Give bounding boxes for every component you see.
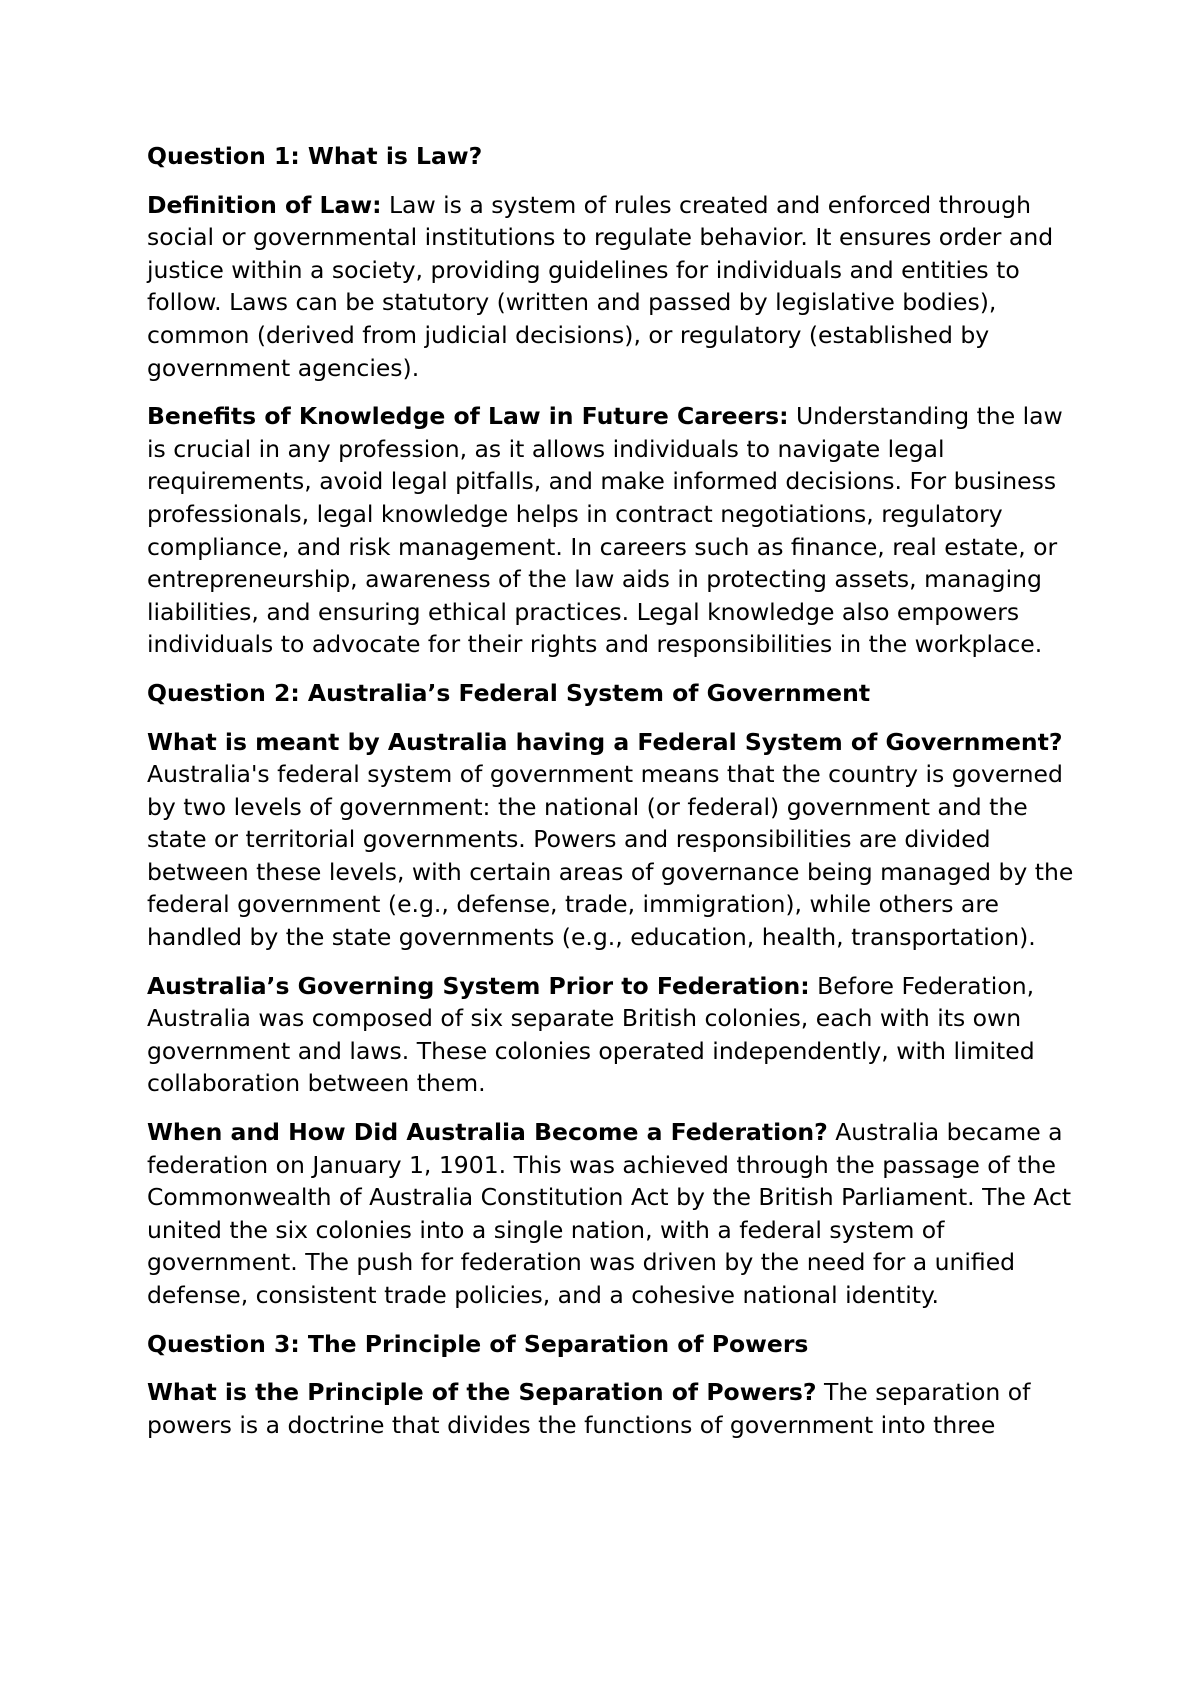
paragraph-label: When and How Did Australia Become a Federation? [147,1118,828,1147]
paragraph-label: Benefits of Knowledge of Law in Future Careers: [147,402,789,431]
paragraph-text: Before Federation, Australia was composed of six separate British colonies, each with its own government and laws. These colonies operated independently, with limited collaboration between them. [147,971,1035,1098]
paragraph-text: Australia became a federation on January 1, 1901. This was achieved through the passage of the Commonwealth of Australia Constitution Act by the British Parliament. The Act united the six colonies into a single nation, with a federal system of government. The push for federation was driven by the need for a unified defense, consistent trade policies, and a cohesive national identity. [147,1118,1072,1309]
question-1-heading: Question 1: What is Law? [147,142,483,170]
question-3-heading: Question 3: The Principle of Separation of Powers [147,1329,809,1358]
federal-system-paragraph [147,726,1077,954]
paragraph-text: Australia's federal system of government means that the country is governed by two levels of government: the national (or federal) government and the state or territorial governments. Powers and responsibilities are divided between these levels, with certain areas of governance being managed by the federal government (e.g., defense, trade, immigration), while others are handled by the state governments (e.g., education, health, transportation). [147,760,1074,952]
paragraph-text: Law is a system of rules created and enforced through social or governmental institutions to regulate behavior. It ensures order and justice within a society, providing guidelines for individuals and entities to follow. Laws can be statutory (written and passed by legislative bodies), common (derived from judicial decisions), or regulatory (established by government agencies). [147,190,1054,382]
benefits-of-law-paragraph [147,400,1077,661]
paragraph-label: What is the Principle of the Separation of Powers? [147,1378,817,1407]
paragraph-text: The separation of powers is a doctrine that divides the functions of government into three [147,1378,1031,1439]
question-2-heading: Question 2: Australia’s Federal System of Government [147,678,871,707]
prior-to-federation-paragraph [147,970,1077,1100]
paragraph-text: Understanding the law is crucial in any profession, as it allows individuals to navigate legal requirements, avoid legal pitfalls, and make informed decisions. For business professionals, legal knowledge helps in contract negotiations, regulatory compliance, and risk management. In careers such as finance, real estate, or entrepreneurship, awareness of the law aids in protecting assets, managing liabilities, and ensuring ethical practices. Legal knowledge also empowers individuals to advocate for their rights and responsibilities in the workplace. [147,402,1063,659]
definition-of-law-paragraph [147,189,1077,385]
becoming-federation-paragraph [147,1116,1077,1312]
paragraph-label: Definition of Law: [147,190,382,219]
paragraph-label: What is meant by Australia having a Federal System of Government? [147,727,1063,756]
separation-of-powers-paragraph [147,1376,1077,1441]
paragraph-label: Australia’s Governing System Prior to Federation: [147,971,810,1000]
document-page [147,140,1077,1457]
